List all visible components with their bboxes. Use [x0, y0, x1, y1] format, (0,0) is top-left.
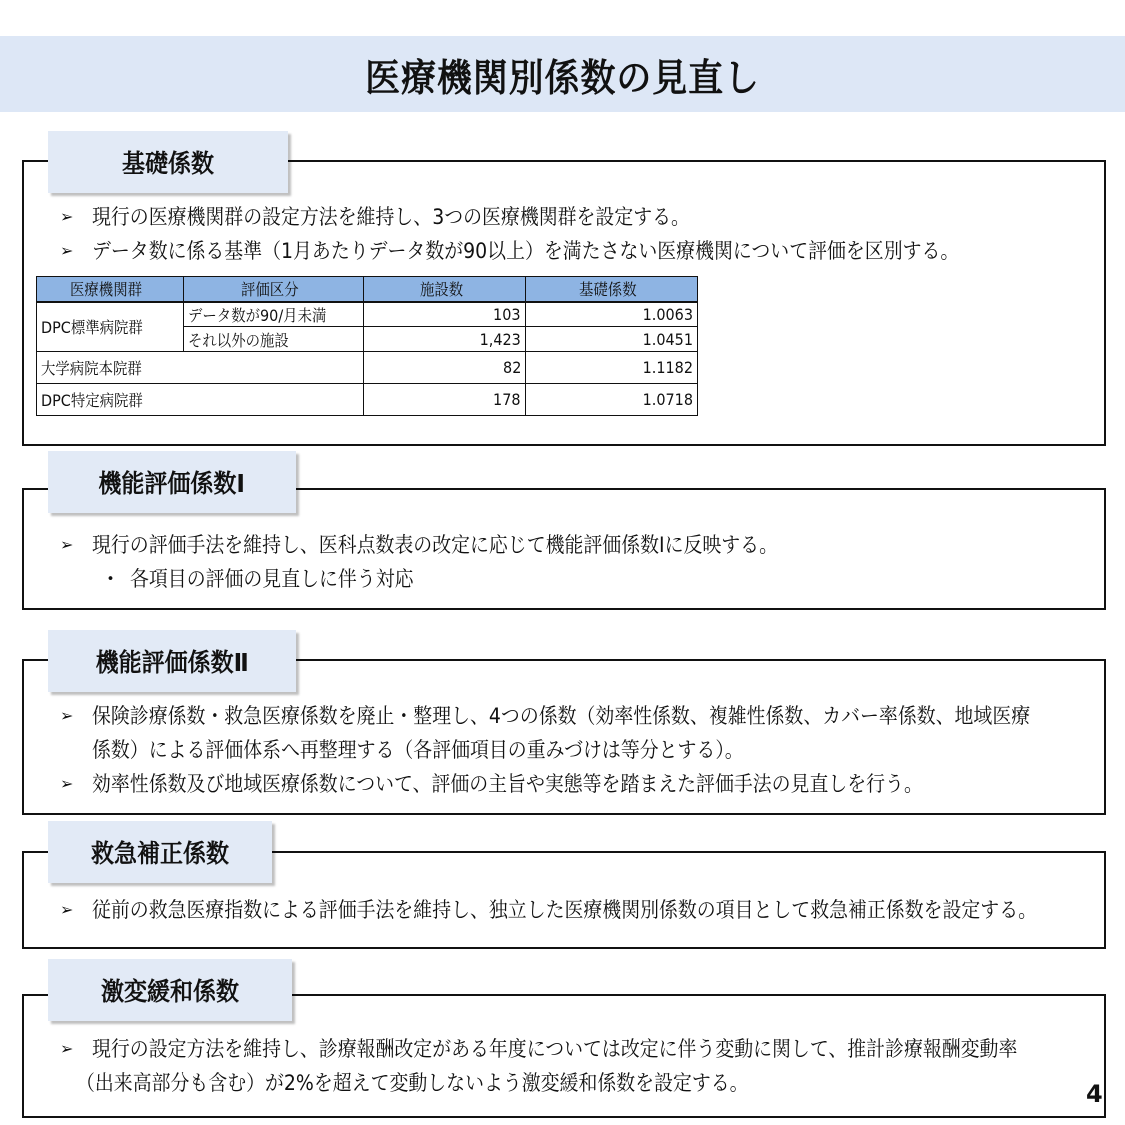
- table-cell: それ以外の施設: [184, 327, 364, 352]
- bullet-item: ➢ 現行の設定方法を維持し、診療報酬改定がある年度については改定に伴う変動に関して、推計診療報酬変動率: [60, 1032, 1120, 1066]
- arrow-bullet-icon: ➢: [60, 774, 74, 793]
- sub-bullet-item: ・ 各項目の評価の見直しに伴う対応: [100, 562, 445, 596]
- dot-bullet-icon: ・: [100, 567, 121, 591]
- page-title: 医療機関別係数の見直し: [365, 55, 760, 100]
- bullet-continuation: （出来高部分も含む）が2%を超えて変動しないよう激変緩和係数を設定する。: [76, 1071, 749, 1095]
- section-heading-function-1: 機能評価係数Ⅰ: [48, 451, 296, 513]
- table-cell: 178: [364, 384, 526, 416]
- table-cell: 103: [364, 302, 526, 327]
- table-row: [37, 384, 698, 416]
- bullet-item: ➢ データ数に係る基準（1月あたりデータ数が90以上）を満たさない医療機関について評価を区別する。: [60, 234, 1056, 268]
- table-cell: 1.0451: [526, 327, 698, 352]
- table-cell: DPC特定病院群: [37, 384, 364, 416]
- arrow-bullet-icon: ➢: [60, 1039, 74, 1058]
- section-heading-mitigation: 激変緩和係数: [48, 959, 292, 1021]
- table-cell: 1,423: [364, 327, 526, 352]
- section-heading-function-2: 機能評価係数Ⅱ: [48, 630, 296, 692]
- arrow-bullet-icon: ➢: [60, 900, 74, 919]
- table-cell: データ数が90/月未満: [184, 302, 364, 327]
- arrow-bullet-icon: ➢: [60, 241, 74, 260]
- section-heading-basic: 基礎係数: [48, 131, 288, 193]
- basic-coefficient-table: [36, 276, 698, 416]
- page-number: 4: [1086, 1080, 1103, 1108]
- column-header: 施設数: [364, 277, 526, 302]
- table-cell: 1.1182: [526, 352, 698, 384]
- section-heading-emergency: 救急補正係数: [48, 821, 272, 883]
- table-cell: DPC標準病院群: [37, 302, 184, 352]
- table-header-row: [37, 277, 698, 302]
- bullet-item: ➢ 従前の救急医療指数による評価手法を維持し、独立した医療機関別係数の項目として救急補正係数を設定する。: [60, 893, 1125, 927]
- arrow-bullet-icon: ➢: [60, 535, 74, 554]
- table-cell: 大学病院本院群: [37, 352, 364, 384]
- column-header: 評価区分: [184, 277, 364, 302]
- bullet-item: ➢ 現行の評価手法を維持し、医科点数表の改定に応じて機能評価係数Ⅰに反映する。: [60, 528, 854, 562]
- bullet-continuation: 係数）による評価体系へ再整理する（各評価項目の重みづけは等分とする）。: [92, 738, 744, 762]
- table-cell: 1.0063: [526, 302, 698, 327]
- column-header: 医療機関群: [37, 277, 184, 302]
- bullet-item: ➢ 効率性係数及び地域医療係数について、評価の主旨や実態等を踏まえた評価手法の見直しを行う。: [60, 767, 1015, 801]
- table-cell: 1.0718: [526, 384, 698, 416]
- arrow-bullet-icon: ➢: [60, 207, 74, 226]
- table-row: [37, 302, 698, 327]
- bullet-item: ➢ 保険診療係数・救急医療係数を廃止・整理し、4つの係数（効率性係数、複雑性係数、カバー率係数、地域医療: [60, 699, 1125, 733]
- title-bar: [0, 36, 1125, 112]
- column-header: 基礎係数: [526, 277, 698, 302]
- table-cell: 82: [364, 352, 526, 384]
- arrow-bullet-icon: ➢: [60, 706, 74, 725]
- table-row: [37, 352, 698, 384]
- bullet-item: ➢ 現行の医療機関群の設定方法を維持し、3つの医療機関群を設定する。: [60, 200, 756, 234]
